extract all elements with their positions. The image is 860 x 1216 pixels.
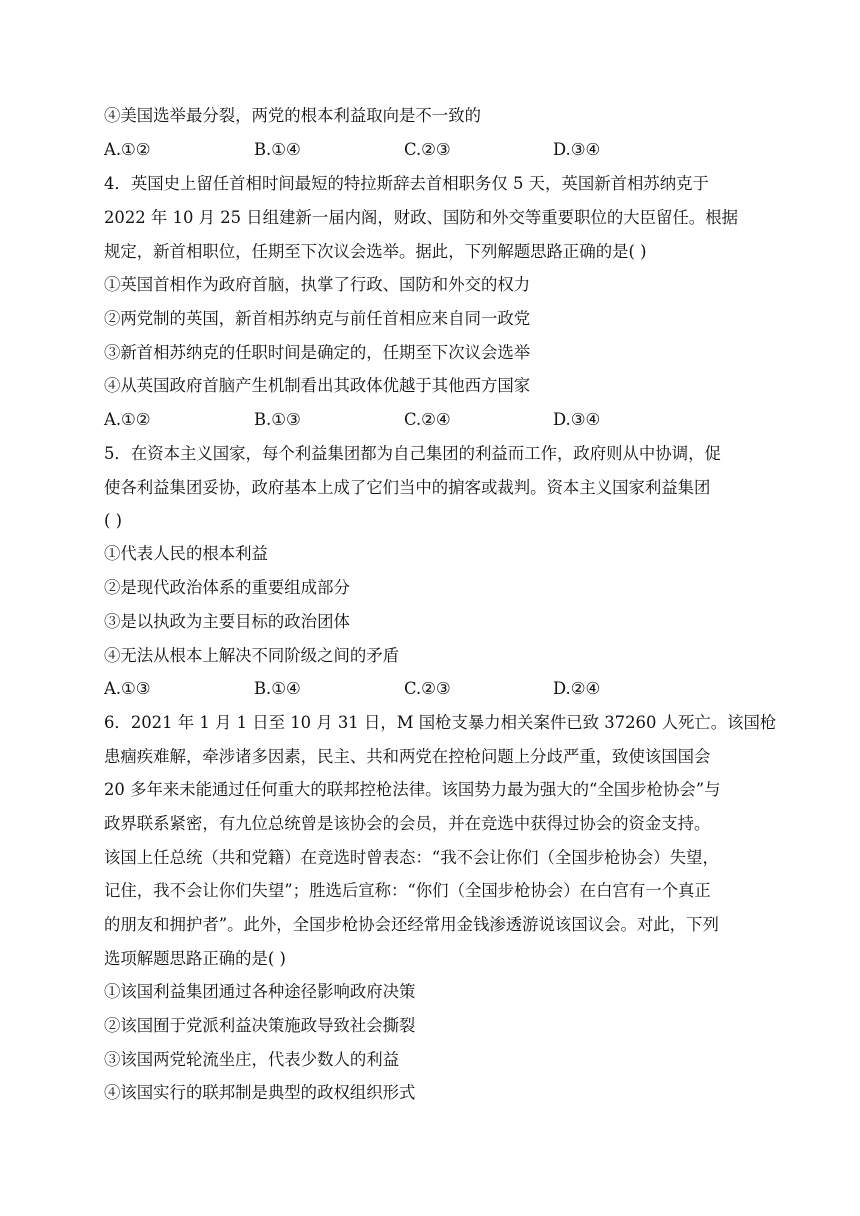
q5-stem-line: 使各利益集团妥协，政府基本上成了它们当中的掮客或裁判。资本主义国家利益集团 bbox=[104, 478, 711, 497]
q4-stem-line: 规定，新首相职位，任期至下次议会选举。据此，下列解题思路正确的是( ) bbox=[104, 242, 647, 261]
q5-answer-blank: ( ) bbox=[104, 511, 122, 530]
q5-option-c[interactable]: C.②③ bbox=[404, 679, 451, 698]
q6-stem-line: 的朋友和拥护者”。此外，全国步枪协会还经常用金钱渗透游说该国议会。对此，下列 bbox=[104, 915, 719, 934]
q3-option-d[interactable]: D.③④ bbox=[553, 140, 601, 159]
q5-option-d[interactable]: D.②④ bbox=[553, 679, 601, 698]
q4-item-1: ①英国首相作为政府首脑，执掌了行政、国防和外交的权力 bbox=[104, 275, 531, 294]
q6-stem-line: 政界联系紧密，有九位总统曾是该协会的会员，并在竞选中获得过协会的资金支持。 bbox=[104, 814, 711, 833]
q6-stem-line: 该国上任总统（共和党籍）在竞选时曾表态：“我不会让你们（全国步枪协会）失望， bbox=[104, 848, 719, 867]
q6-stem-line: 20 多年来未能通过任何重大的联邦控枪法律。该国势力最为强大的“全国步枪协会”与 bbox=[104, 780, 721, 799]
q3-option-c[interactable]: C.②③ bbox=[404, 140, 451, 159]
q6-stem-line: 患痼疾难解，牵涉诸多因素，民主、共和两党在控枪问题上分歧严重，致使该国国会 bbox=[104, 747, 711, 766]
q4-item-3: ③新首相苏纳克的任职时间是确定的，任期至下次议会选举 bbox=[104, 343, 531, 362]
q3-option-b[interactable]: B.①④ bbox=[254, 140, 301, 159]
q4-stem-line: 4．英国史上留任首相时间最短的特拉斯辞去首相职务仅 5 天，英国新首相苏纳克于 bbox=[104, 174, 709, 193]
q5-option-b[interactable]: B.①④ bbox=[254, 679, 301, 698]
q4-item-4: ④从英国政府首脑产生机制看出其政体优越于其他西方国家 bbox=[104, 376, 531, 395]
q5-item-4: ④无法从根本上解决不同阶级之间的矛盾 bbox=[104, 646, 400, 665]
q4-stem-line: 2022 年 10 月 25 日组建新一届内阁，财政、国防和外交等重要职位的大臣留任。根据 bbox=[104, 208, 738, 227]
q4-item-2: ②两党制的英国，新首相苏纳克与前任首相应来自同一政党 bbox=[104, 309, 531, 328]
q3-item-4: ④美国选举最分裂，两党的根本利益取向是不一致的 bbox=[104, 106, 481, 125]
q4-option-a[interactable]: A.①② bbox=[104, 410, 151, 429]
q5-item-1: ①代表人民的根本利益 bbox=[104, 544, 268, 563]
q4-option-d[interactable]: D.③④ bbox=[553, 410, 601, 429]
q3-option-a[interactable]: A.①② bbox=[104, 140, 151, 159]
q5-option-a[interactable]: A.①③ bbox=[104, 679, 151, 698]
q5-item-2: ②是现代政治体系的重要组成部分 bbox=[104, 578, 350, 597]
q4-option-b[interactable]: B.①③ bbox=[254, 410, 301, 429]
q6-stem-line: 记住，我不会让你们失望”；胜选后宣称：“你们（全国步枪协会）在白宫有一个真正 bbox=[104, 881, 711, 900]
q5-item-3: ③是以执政为主要目标的政治团体 bbox=[104, 612, 350, 631]
q6-stem-line: 选项解题思路正确的是( ) bbox=[104, 949, 286, 968]
q6-item-1: ①该国利益集团通过各种途径影响政府决策 bbox=[104, 982, 416, 1001]
q6-item-3: ③该国两党轮流坐庄，代表少数人的利益 bbox=[104, 1050, 400, 1069]
q5-stem-line: 5．在资本主义国家，每个利益集团都为自己集团的利益而工作，政府则从中协调，促 bbox=[104, 444, 721, 463]
q6-item-2: ②该国囿于党派利益决策施政导致社会撕裂 bbox=[104, 1016, 416, 1035]
q6-item-4: ④该国实行的联邦制是典型的政权组织形式 bbox=[104, 1083, 416, 1102]
q4-option-c[interactable]: C.②④ bbox=[404, 410, 451, 429]
q6-stem-line: 6．2021 年 1 月 1 日至 10 月 31 日，M 国枪支暴力相关案件已致 37260 人死亡。该国枪 bbox=[104, 713, 777, 732]
